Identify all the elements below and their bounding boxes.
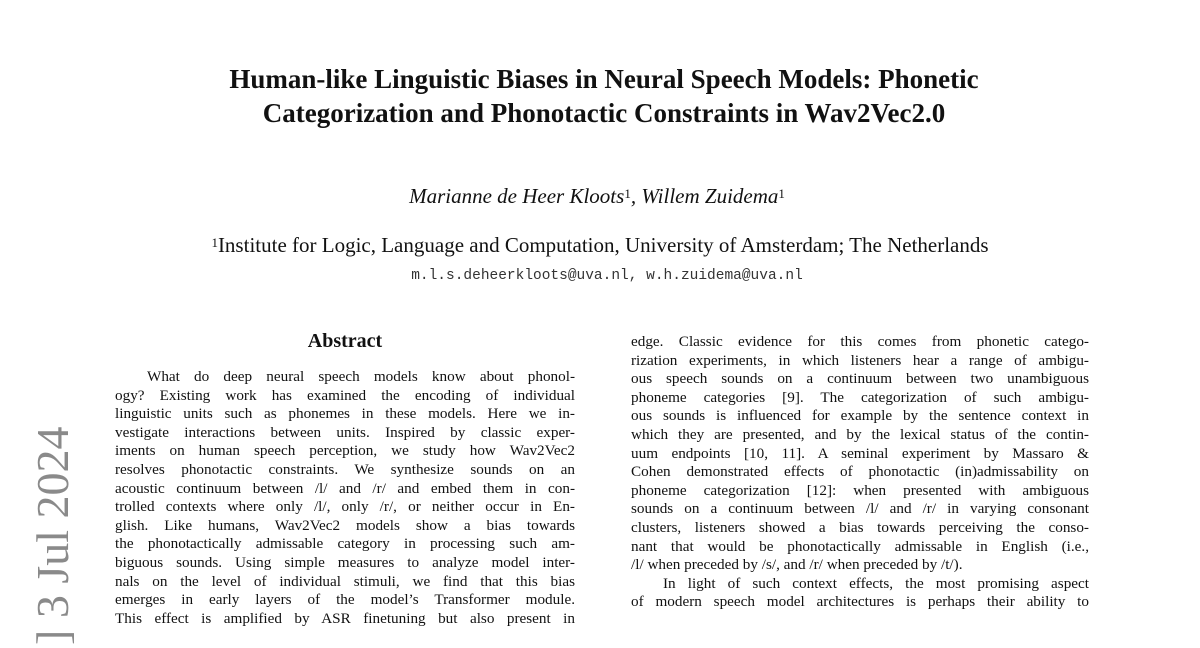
body-line: ous speech sounds on a continuum between two unambiguous bbox=[631, 370, 1089, 388]
author-list bbox=[0, 183, 1194, 209]
affiliation bbox=[0, 232, 1200, 258]
body-line: phoneme categories [9]. The categorization of such ambigu- bbox=[631, 388, 1089, 406]
arxiv-stamp-text: ] 3 Jul 2024 bbox=[27, 426, 78, 645]
author-separator: , bbox=[630, 184, 642, 208]
abstract-body bbox=[115, 368, 575, 628]
body-line: which they are presented, and by the lexical status of the contin- bbox=[631, 425, 1089, 443]
body-line: of modern speech model architectures is perhaps their ability to bbox=[631, 593, 1089, 611]
body-line: rization experiments, in which listeners hear a range of ambigu- bbox=[631, 351, 1089, 369]
body-line: nant that would be phonotactically admissable in English (i.e., bbox=[631, 537, 1089, 555]
right-column-body bbox=[631, 333, 1089, 612]
body-line: sounds on a continuum between /l/ and /r/ in varying consonant bbox=[631, 500, 1089, 518]
author-1-affiliation-mark: 1 bbox=[624, 186, 631, 201]
paper-title bbox=[0, 62, 1200, 130]
abstract-line: nals on the level of individual stimuli, we find that this bias bbox=[115, 572, 575, 590]
body-line: /l/ when preceded by /s/, and /r/ when preceded by /t/). bbox=[631, 556, 963, 574]
author-2-affiliation-mark: 1 bbox=[778, 186, 785, 201]
body-line: phoneme categorization [12]: when presented with ambiguous bbox=[631, 481, 1089, 499]
body-line: Cohen demonstrated effects of phonotactic (in)admissability on bbox=[631, 463, 1089, 481]
abstract-line: acoustic continuum between /l/ and /r/ and embed them in con- bbox=[115, 479, 575, 497]
abstract-line: resolves phonotactic constraints. We synthesize sounds on an bbox=[115, 460, 575, 478]
author-2-name: Willem Zuidema bbox=[641, 184, 779, 208]
abstract-line: the phonotactically admissable category in processing such am- bbox=[115, 535, 575, 553]
abstract-line: linguistic units such as phonemes in these models. Here we in- bbox=[115, 405, 575, 423]
abstract-line: biguous sounds. Using simple measures to analyze model inter- bbox=[115, 553, 575, 571]
abstract-heading: Abstract bbox=[307, 330, 383, 352]
abstract-line: This effect is amplified by ASR finetuning but also present in bbox=[115, 609, 575, 627]
author-emails: m.l.s.deheerkloots@uva.nl, w.h.zuidema@uva.nl bbox=[411, 268, 803, 284]
body-line: clusters, listeners showed a bias towards perceiving the conso- bbox=[631, 518, 1089, 536]
title-line-2: Categorization and Phonotactic Constraints in Wav2Vec2.0 bbox=[262, 98, 946, 128]
abstract-line: ogy? Existing work has examined the encoding of individual bbox=[115, 386, 575, 404]
abstract-line: glish. Like humans, Wav2Vec2 models show a bias towards bbox=[115, 516, 575, 534]
body-line: uum endpoints [10, 11]. A seminal experiment by Massaro & bbox=[631, 444, 1089, 462]
body-line: In light of such context effects, the most promising aspect bbox=[663, 574, 1089, 592]
abstract-line: trolled contexts where only /l/, only /r/, or neither occur in En- bbox=[115, 498, 575, 516]
affiliation-text: Institute for Logic, Language and Computation, University of Amsterdam; The Netherlands bbox=[217, 233, 989, 257]
abstract-line: vestigate interactions between units. Inspired by classic exper- bbox=[115, 423, 575, 441]
abstract-line: iments on human speech perception, we study how Wav2Vec2 bbox=[115, 442, 575, 460]
abstract-line: emerges in early layers of the model’s Transformer module. bbox=[115, 591, 575, 609]
title-line-1: Human-like Linguistic Biases in Neural Speech Models: Phonetic bbox=[229, 64, 979, 94]
body-line: ous sounds is influenced for example by the sentence context in bbox=[631, 407, 1089, 425]
abstract-line: What do deep neural speech models know about phonol- bbox=[147, 368, 575, 385]
body-line: edge. Classic evidence for this comes from phonetic catego- bbox=[631, 333, 1089, 350]
affiliation-mark: 1 bbox=[211, 235, 218, 250]
arxiv-stamp bbox=[27, 426, 78, 648]
author-1-name: Marianne de Heer Kloots bbox=[409, 184, 625, 208]
